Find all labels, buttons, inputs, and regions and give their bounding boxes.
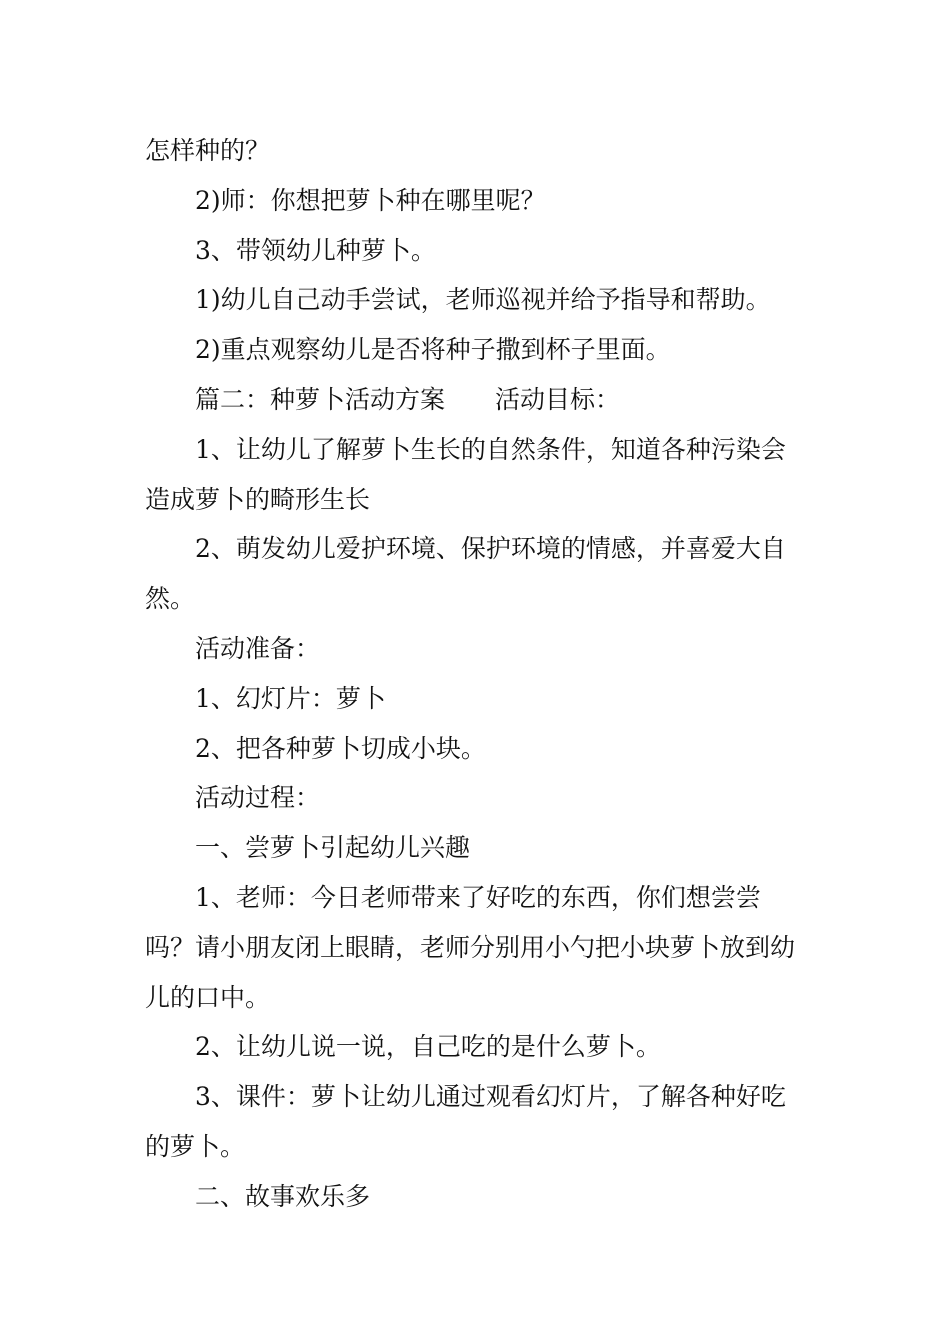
paragraph: 1、让幼儿了解萝卜生长的自然条件，知道各种污染会造成萝卜的畸形生长 — [145, 434, 786, 514]
subheading: 二、故事欢乐多 — [195, 1181, 371, 1211]
paragraph: 1)幼儿自己动手尝试，老师巡视并给予指导和帮助。 — [195, 285, 771, 315]
document-body — [145, 126, 810, 1222]
paragraph: 2、让幼儿说一说，自己吃的是什么萝卜。 — [195, 1032, 661, 1062]
paragraph: 3、课件：萝卜让幼儿通过观看幻灯片，了解各种好吃的萝卜。 — [145, 1082, 786, 1161]
subheading: 活动准备： — [195, 633, 321, 663]
section-heading: 篇二：种萝卜活动方案 活动目标： — [195, 384, 621, 414]
paragraph: 2、把各种萝卜切成小块。 — [195, 733, 486, 763]
paragraph: 3、带领幼儿种萝卜。 — [195, 235, 436, 265]
paragraph: 1、幻灯片：萝卜 — [195, 683, 386, 713]
paragraph: 2)师：你想把萝卜种在哪里呢？ — [195, 185, 546, 215]
subheading: 活动过程： — [195, 783, 321, 813]
paragraph-continuation: 怎样种的？ — [145, 136, 271, 165]
paragraph: 1、老师：今日老师带来了好吃的东西，你们想尝尝吗？请小朋友闭上眼睛，老师分别用小勺把小块萝卜放到幼儿的口中。 — [145, 882, 796, 1012]
subheading: 一、尝萝卜引起幼儿兴趣 — [195, 833, 471, 863]
paragraph: 2、萌发幼儿爱护环境、保护环境的情感，并喜爱大自然。 — [145, 534, 786, 614]
paragraph: 2)重点观察幼儿是否将种子撒到杯子里面。 — [195, 335, 671, 365]
